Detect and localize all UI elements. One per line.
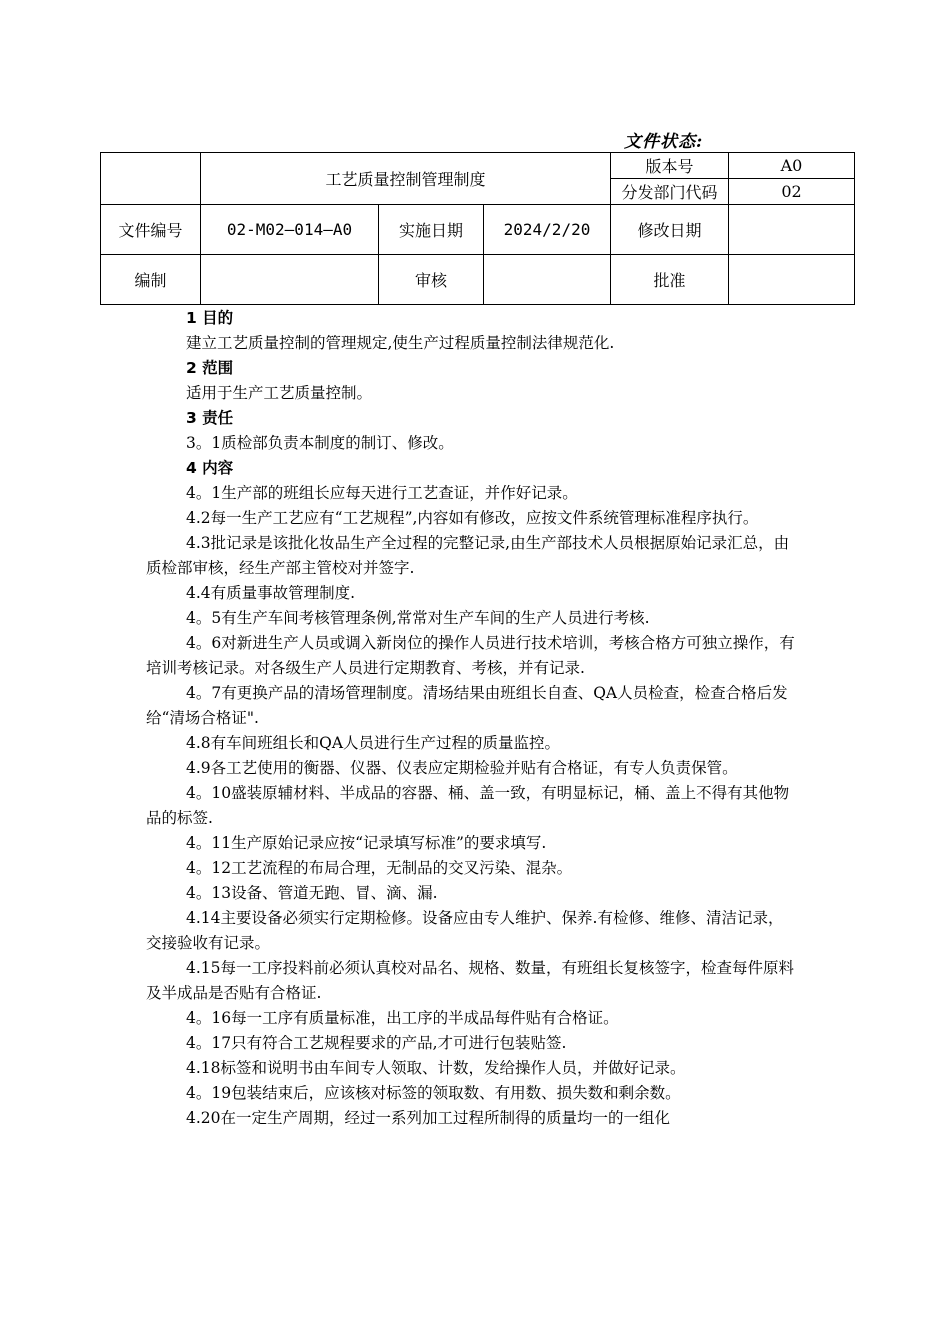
content-item: 4。12工艺流程的布局合理，无制品的交叉污染、混杂。	[186, 859, 573, 877]
content-heading: 4 内容	[186, 459, 234, 477]
rev-date-label: 修改日期	[611, 205, 729, 255]
document-body	[146, 306, 796, 1131]
document-title: 工艺质量控制管理制度	[201, 153, 611, 205]
scope-text: 适用于生产工艺质量控制。	[186, 384, 373, 402]
content-item: 4。19包装结束后，应该核对标签的领取数、有用数、损失数和剩余数。	[186, 1084, 681, 1102]
content-item: 4.14主要设备必须实行定期检修。设备应由专人维护、保养.有检修、维修、清洁记录，交接验收有记录。	[146, 909, 784, 952]
impl-date-value: 2024/2/20	[484, 205, 611, 255]
content-item: 4。10盛装原辅材料、半成品的容器、桶、盖一致，有明显标记，桶、盖上不得有其他物品的标签.	[146, 784, 790, 827]
version-label: 版本号	[611, 153, 729, 179]
content-item: 4.15每一工序投料前必须认真校对品名、规格、数量，有班组长复核签字，检查每件原料及半成品是否贴有合格证.	[146, 959, 795, 1002]
rev-date-value	[729, 205, 855, 255]
header-blank-cell	[101, 153, 201, 205]
prepared-label: 编制	[101, 255, 201, 305]
scope-heading: 2 范围	[186, 359, 234, 377]
prepared-value	[201, 255, 379, 305]
content-item: 4.4有质量事故管理制度.	[186, 584, 356, 602]
purpose-heading: 1 目的	[186, 309, 234, 327]
document-header-table	[100, 152, 855, 305]
dept-code-label: 分发部门代码	[611, 179, 729, 205]
approved-label: 批准	[611, 255, 729, 305]
content-item: 4。11生产原始记录应按“记录填写标准”的要求填写.	[186, 834, 547, 852]
impl-date-label: 实施日期	[379, 205, 484, 255]
file-status-label: 文件状态:	[624, 132, 704, 152]
content-item: 4.18标签和说明书由车间专人领取、计数，发给操作人员，并做好记录。	[186, 1059, 686, 1077]
doc-no-label: 文件编号	[101, 205, 201, 255]
doc-no-value: 02-M02—014—A0	[201, 205, 379, 255]
responsibility-text: 3。1质检部负责本制度的制订、修改。	[186, 434, 454, 452]
content-item: 4.20在一定生产周期，经过一系列加工过程所制得的质量均一的一组化	[186, 1109, 671, 1127]
content-item: 4。6对新进生产人员或调入新岗位的操作人员进行技术培训，考核合格方可独立操作，有培训考核记录。对各级生产人员进行定期教育、考核，并有记录.	[146, 634, 795, 677]
content-item: 4。5有生产车间考核管理条例,常常对生产车间的生产人员进行考核.	[186, 609, 650, 627]
content-item: 4.8有车间班组长和QA人员进行生产过程的质量监控。	[186, 734, 561, 752]
content-item: 4.3批记录是该批化妆品生产全过程的完整记录,由生产部技术人员根据原始记录汇总，由质检部审核，经生产部主管校对并签字.	[146, 534, 790, 577]
content-item: 4。17只有符合工艺规程要求的产品,才可进行包装贴签.	[186, 1034, 567, 1052]
content-item: 4。16每一工序有质量标准，出工序的半成品每件贴有合格证。	[186, 1009, 619, 1027]
responsibility-heading: 3 责任	[186, 409, 234, 427]
approved-value	[729, 255, 855, 305]
reviewed-label: 审核	[379, 255, 484, 305]
content-item: 4。13设备、管道无跑、冒、滴、漏.	[186, 884, 438, 902]
reviewed-value	[484, 255, 611, 305]
version-value: A0	[729, 153, 855, 179]
content-item: 4.9各工艺使用的衡器、仪器、仪表应定期检验并贴有合格证，有专人负责保管。	[186, 759, 738, 777]
content-item: 4。7有更换产品的清场管理制度。清场结果由班组长自查、QA人员检查，检查合格后发给“清场合格证".	[146, 684, 788, 727]
dept-code-value: 02	[729, 179, 855, 205]
content-item: 4。1生产部的班组长应每天进行工艺查证，并作好记录。	[186, 484, 578, 502]
purpose-text: 建立工艺质量控制的管理规定,使生产过程质量控制法律规范化.	[186, 334, 615, 352]
content-item: 4.2每一生产工艺应有“工艺规程”,内容如有修改，应按文件系统管理标准程序执行。	[186, 509, 759, 527]
